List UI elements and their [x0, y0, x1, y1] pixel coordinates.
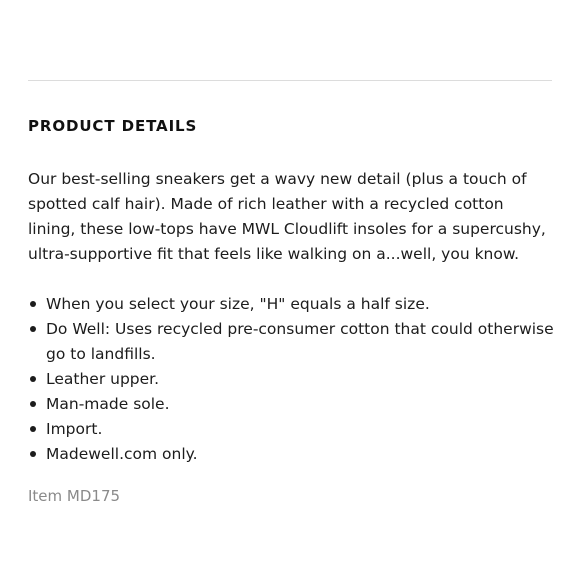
- bullet-icon: [30, 301, 36, 307]
- feature-item-upper: [28, 367, 554, 392]
- feature-text: When you select your size, "H" equals a half size.: [46, 295, 430, 313]
- section-divider: [28, 80, 552, 81]
- item-number: Item MD175: [28, 487, 121, 505]
- feature-text: Import.: [46, 420, 103, 438]
- feature-text: Do Well: Uses recycled pre-consumer cotton that could otherwise go to landfills.: [46, 320, 554, 363]
- feature-item-exclusive: [28, 442, 554, 467]
- product-details-heading: PRODUCT DETAILS: [28, 117, 198, 135]
- bullet-icon: [30, 376, 36, 382]
- bullet-icon: [30, 401, 36, 407]
- feature-text: Madewell.com only.: [46, 445, 198, 463]
- feature-text: Leather upper.: [46, 370, 160, 388]
- feature-item-size: [28, 292, 554, 317]
- feature-text: Man-made sole.: [46, 395, 170, 413]
- product-feature-list: [28, 292, 554, 467]
- bullet-icon: [30, 326, 36, 332]
- bullet-icon: [30, 426, 36, 432]
- feature-item-import: [28, 417, 554, 442]
- bullet-icon: [30, 451, 36, 457]
- feature-item-sole: [28, 392, 554, 417]
- feature-item-do-well: [28, 317, 554, 367]
- product-description: Our best-selling sneakers get a wavy new detail (plus a touch of spotted calf hair). Made of rich leather with a recycled cotton lining, these low-tops have MWL Cloudlift insoles for a supercushy, ultra-supportive fit that feels like walking on a...well, you know.: [28, 170, 546, 263]
